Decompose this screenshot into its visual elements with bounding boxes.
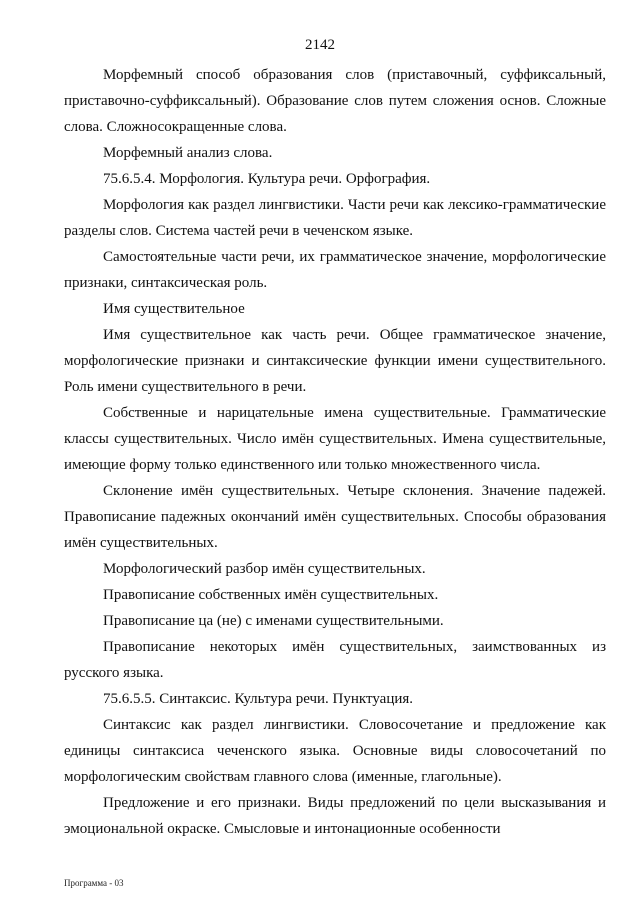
paragraph-borrowed-nouns: Правописание некоторых имён существительных, заимствованных из русского языка. xyxy=(64,639,606,681)
paragraph-morpheme-method: Морфемный способ образования слов (приставочный, суффиксальный, приставочно-суффиксальный). Образование слов путем сложения основ. Сложные слова. Сложносокращенные слова. xyxy=(64,67,606,135)
paragraph-morphology-section: Морфология как раздел лингвистики. Части речи как лексико-грамматические разделы слов. Система частей речи в чеченском языке. xyxy=(64,197,606,239)
paragraph-noun-declension: Склонение имён существительных. Четыре склонения. Значение падежей. Правописание падежных окончаний имён существительных. Способы образования имён существительных. xyxy=(64,483,606,551)
paragraph-sentence-features: Предложение и его признаки. Виды предложений по цели высказывания и эмоциональной окраске. Смысловые и интонационные особенности xyxy=(64,795,606,837)
paragraph-syntax-section: Синтаксис как раздел лингвистики. Словосочетание и предложение как единицы синтаксиса чеченского языка. Основные виды словосочетаний по морфологическим свойствам главного слова (именные, глагольные). xyxy=(64,717,606,785)
paragraph-morpheme-analysis: Морфемный анализ слова. xyxy=(103,145,273,161)
paragraph-proper-noun-spelling: Правописание собственных имён существительных. xyxy=(103,587,439,603)
page-number: 2142 xyxy=(305,37,335,53)
paragraph-proper-common-nouns: Собственные и нарицательные имена существительные. Грамматические классы существительных. Число имён существительных. Имена существительные, имеющие форму только единственного или только множественного числа. xyxy=(64,405,606,473)
section-heading-morphology: 75.6.5.4. Морфология. Культура речи. Орфография. xyxy=(103,171,431,187)
paragraph-independent-parts: Самостоятельные части речи, их грамматическое значение, морфологические признаки, синтаксическая роль. xyxy=(64,249,606,291)
body-text xyxy=(64,62,606,842)
section-heading-syntax: 75.6.5.5. Синтаксис. Культура речи. Пунктуация. xyxy=(103,691,414,707)
paragraph-morph-parsing: Морфологический разбор имён существительных. xyxy=(103,561,426,577)
paragraph-tsa-spelling: Правописание ца (не) с именами существительными. xyxy=(103,613,444,629)
subheading-noun: Имя существительное xyxy=(103,301,245,317)
footer-program-label: Программа - 03 xyxy=(64,878,124,888)
paragraph-noun-as-part: Имя существительное как часть речи. Общее грамматическое значение, морфологические признаки и синтаксические функции имени существительного. Роль имени существительного в речи. xyxy=(64,327,606,395)
